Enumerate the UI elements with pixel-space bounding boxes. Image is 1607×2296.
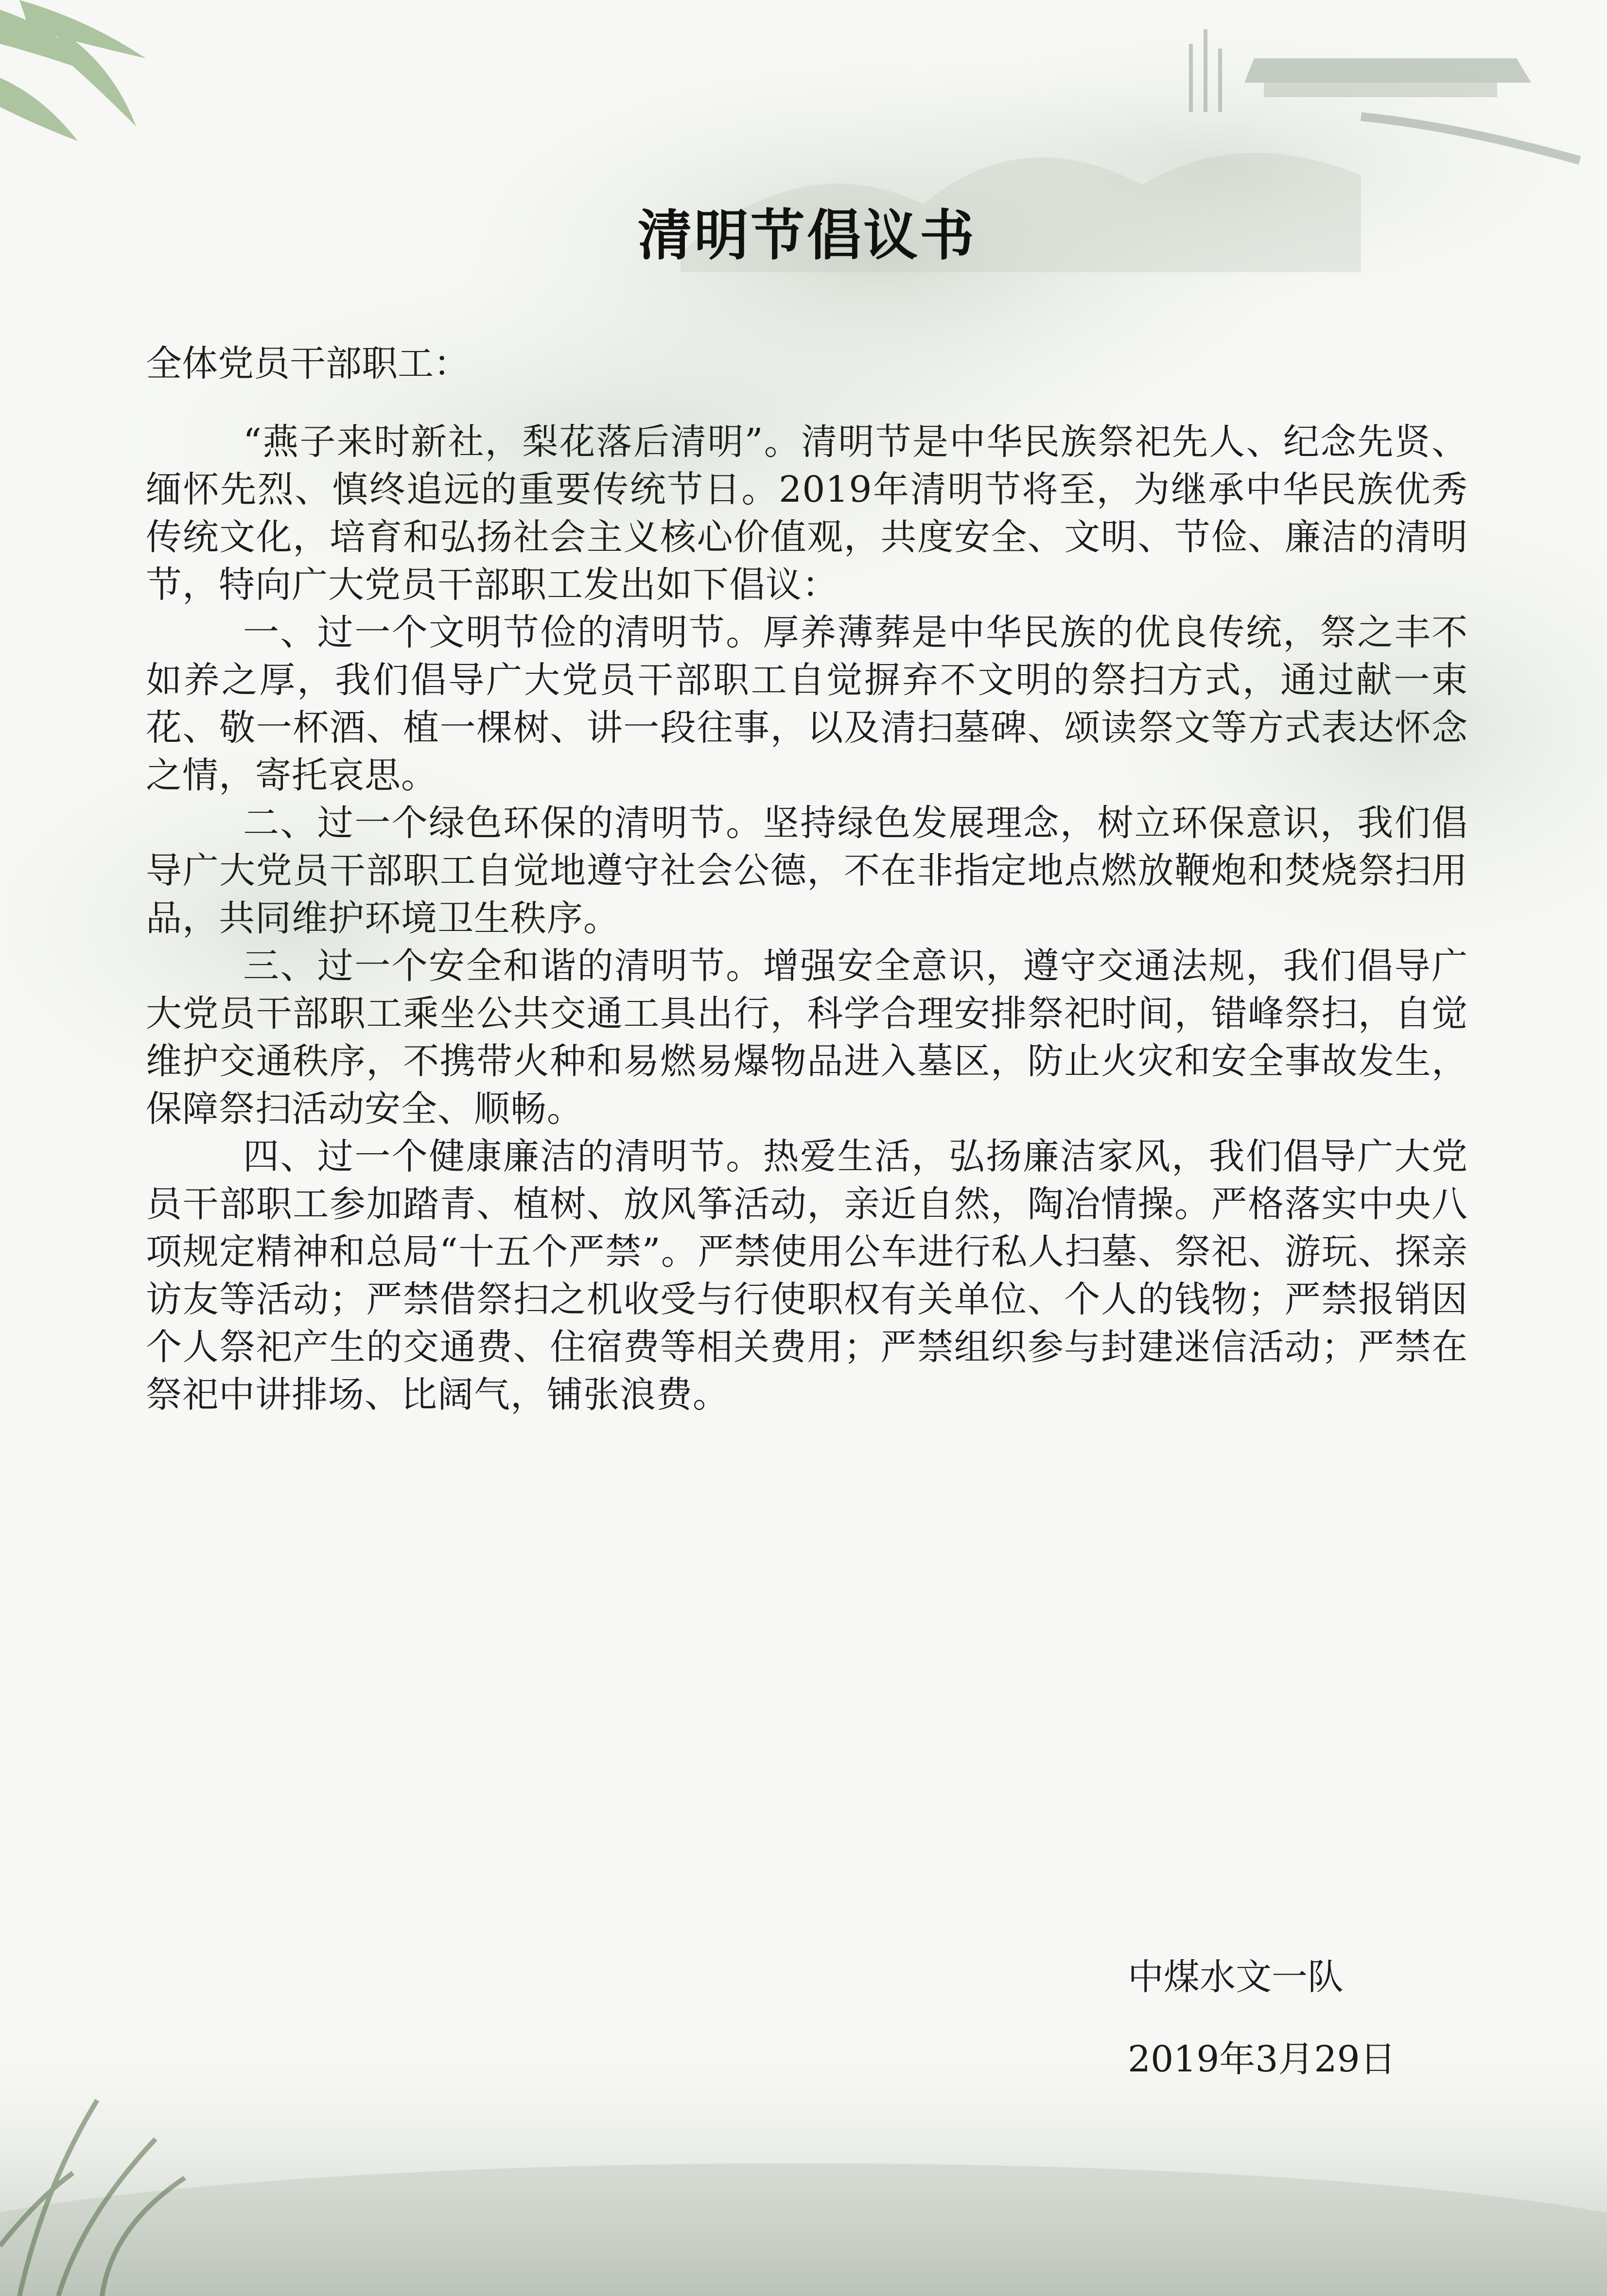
- signature-date: 2019年3月29日: [1128, 2038, 1396, 2080]
- signature-block: [1128, 1956, 1396, 2123]
- salutation: 全体党员干部职工：: [146, 343, 470, 385]
- paragraph-point-4: 四、过一个健康廉洁的清明节。热爱生活，弘扬廉洁家风，我们倡导广大党员干部职工参加踏青、植树、放风筝活动，亲近自然，陶冶情操。严格落实中央八项规定精神和总局“十五个严禁”。严禁使用公车进行私人扫墓、祭祀、游玩、探亲访友等活动；严禁借祭扫之机收受与行使职权有关单位、个人的钱物；严禁报销因个人祭祀产生的交通费、住宿费等相关费用；严禁组织参与封建迷信活动；严禁在祭祀中讲排场、比阔气，铺张浪费。: [146, 1136, 1468, 1416]
- signature-organization: 中煤水文一队: [1128, 1956, 1344, 1998]
- paragraph-point-1: 一、过一个文明节俭的清明节。厚养薄葬是中华民族的优良传统，祭之丰不如养之厚，我们倡导广大党员干部职工自觉摒弃不文明的祭扫方式，通过献一束花、敬一杯酒、植一棵树、讲一段往事，以及清扫墓碑、颂读祭文等方式表达怀念之情，寄托哀思。: [146, 612, 1468, 796]
- document-body: [146, 418, 1468, 1419]
- document-title: 清明节倡议书: [638, 204, 976, 267]
- paragraph-point-3: 三、过一个安全和谐的清明节。增强安全意识，遵守交通法规，我们倡导广大党员干部职工乘坐公共交通工具出行，科学合理安排祭祀时间，错峰祭扫，自觉维护交通秩序，不携带火种和易燃易爆物品进入墓区，防止火灾和安全事故发生，保障祭扫活动安全、顺畅。: [146, 945, 1468, 1130]
- paragraph-intro: “燕子来时新社，梨花落后清明”。清明节是中华民族祭祀先人、纪念先贤、缅怀先烈、慎终追远的重要传统节日。2019年清明节将至，为继承中华民族优秀传统文化，培育和弘扬社会主义核心价值观，共度安全、文明、节俭、廉洁的清明节，特向广大党员干部职工发出如下倡议：: [146, 421, 1468, 606]
- paragraph-point-2: 二、过一个绿色环保的清明节。坚持绿色发展理念，树立环保意识，我们倡导广大党员干部职工自觉地遵守社会公德，不在非指定地点燃放鞭炮和焚烧祭扫用品，共同维护环境卫生秩序。: [146, 802, 1468, 939]
